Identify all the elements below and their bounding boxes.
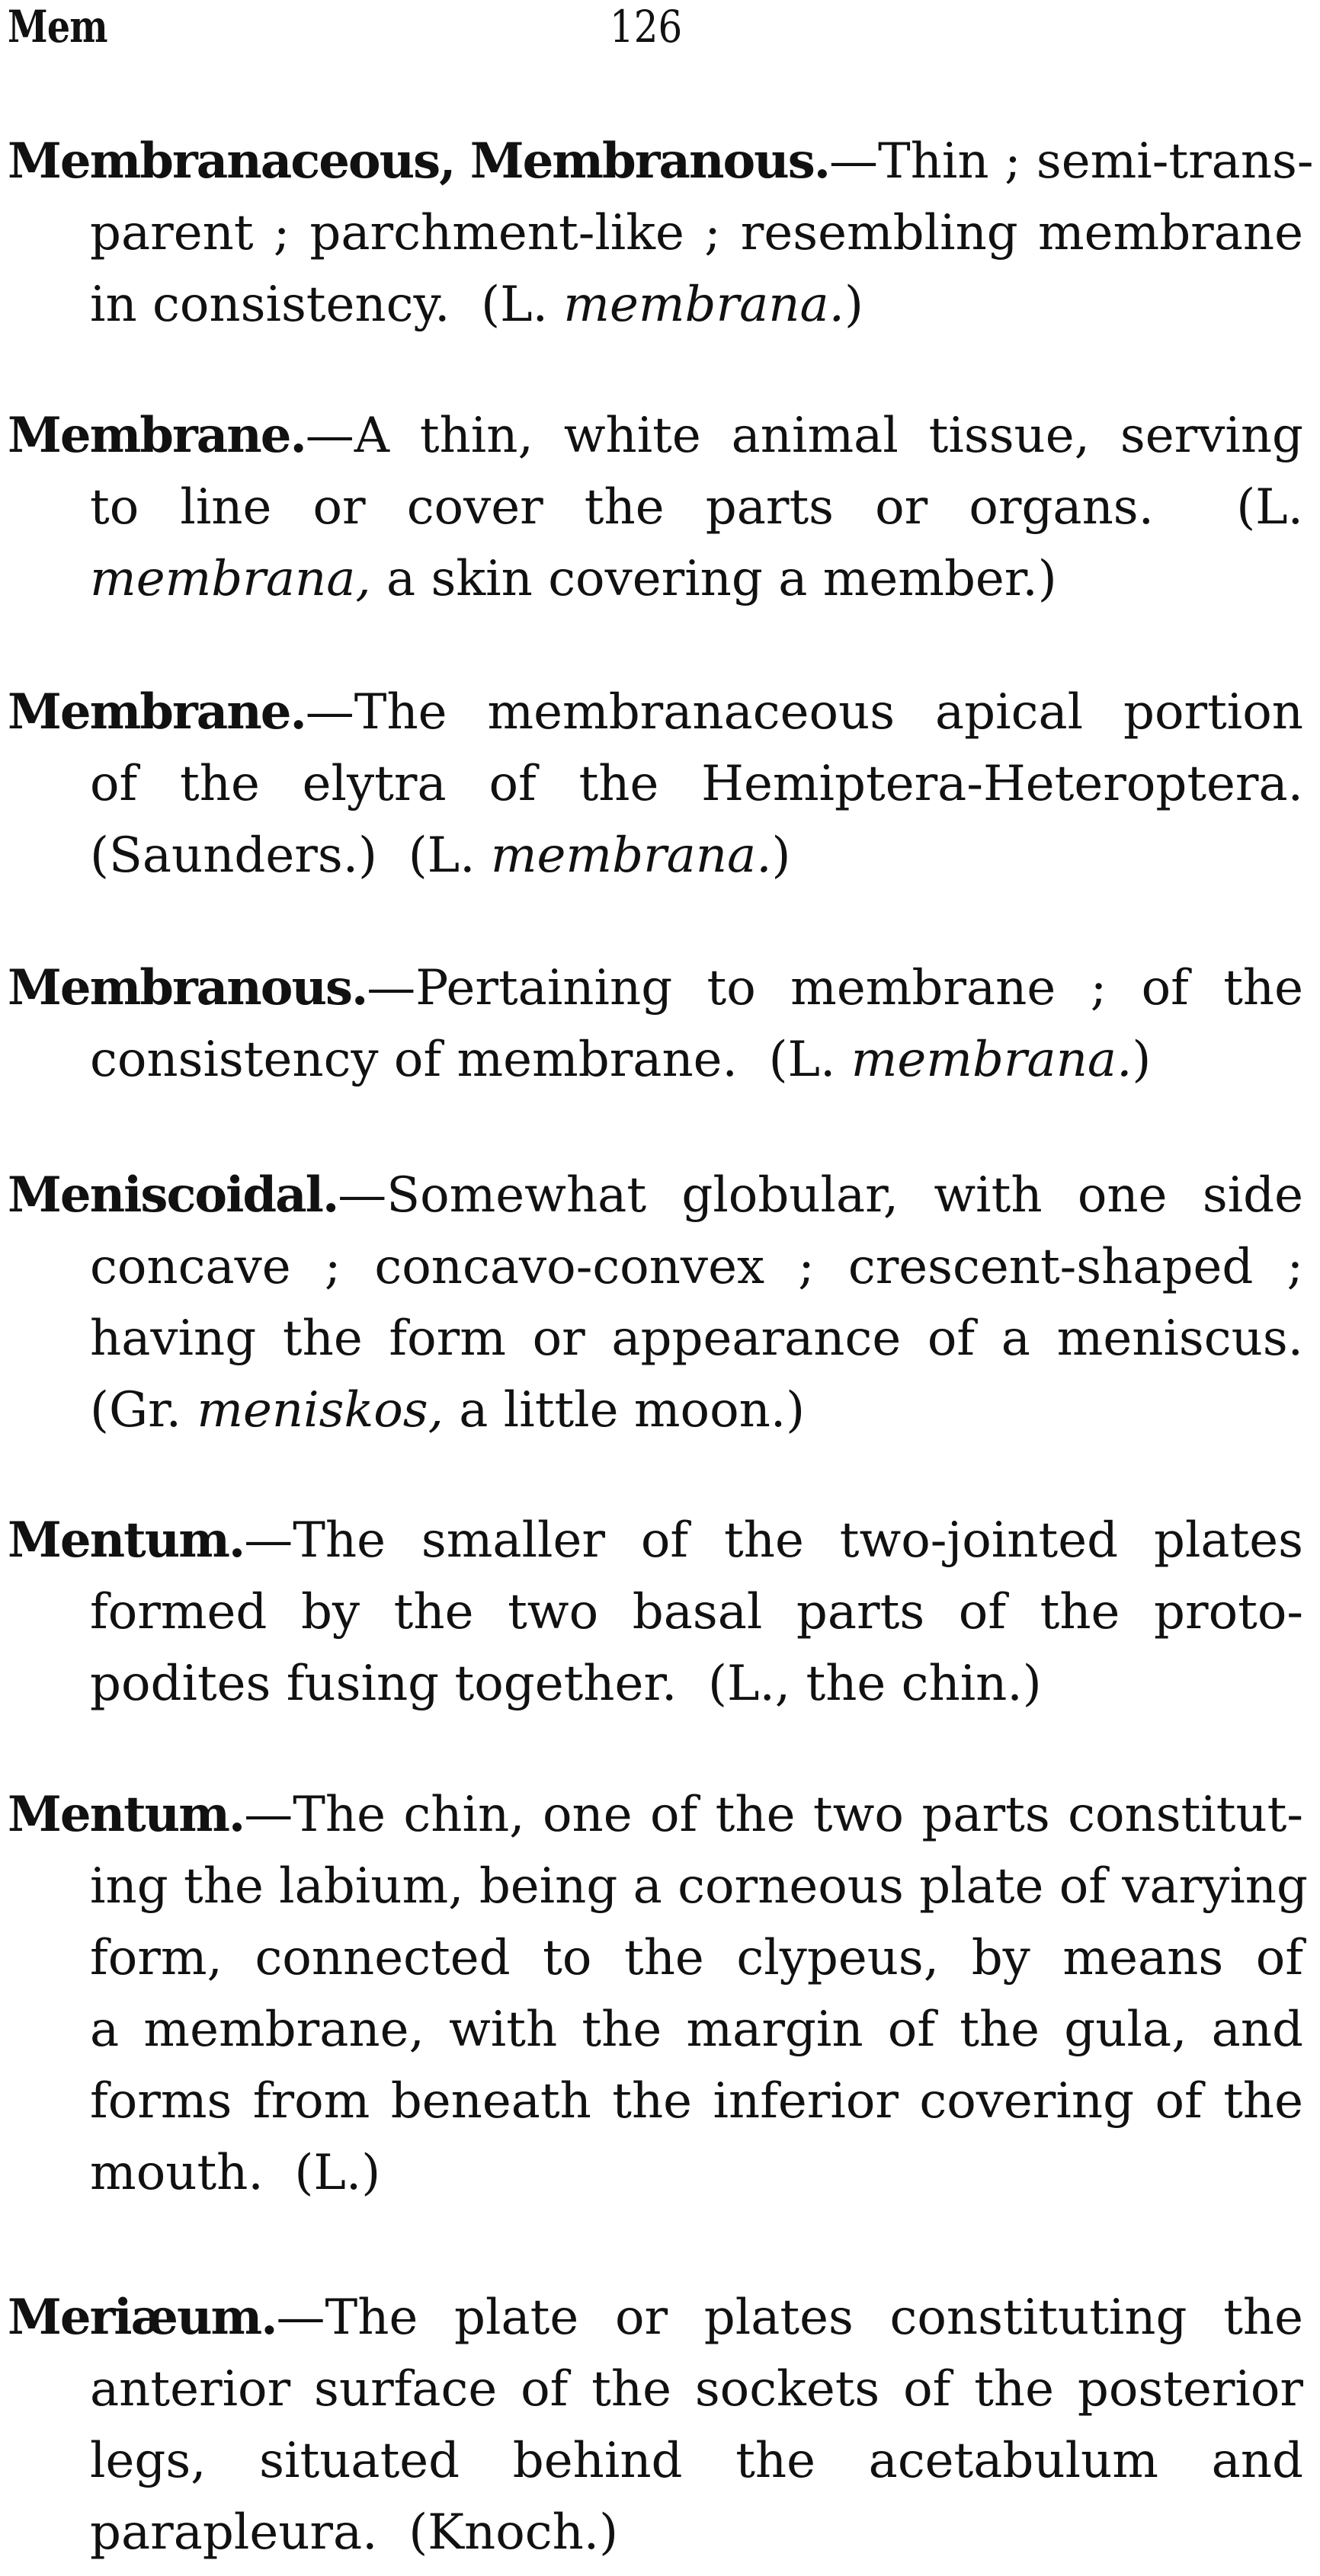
entry-line (8, 1922, 1303, 1994)
entry-line (8, 269, 1303, 341)
definition-text: having the form or appearance of a meniscus. (90, 1310, 1303, 1367)
entry-headword: Membranaceous, Membranous. (8, 133, 829, 190)
entry-headword: Mentum. (8, 1512, 245, 1569)
dictionary-entry (8, 1779, 1308, 2209)
latin-term: meniskos, (197, 1382, 444, 1438)
definition-text: —The smaller of the two-jointed plates (244, 1512, 1303, 1569)
running-head-word: Mem (8, 1, 107, 53)
entry-line (8, 748, 1303, 820)
definition-text: mouth. (L.) (90, 2145, 381, 2201)
page-number: 126 (610, 1, 683, 53)
latin-term: membrana. (490, 827, 772, 884)
entry-line (8, 2425, 1303, 2497)
definition-text: a little moon.) (443, 1382, 806, 1438)
entry-line (8, 2066, 1303, 2137)
entry-line (8, 1779, 1303, 1851)
entry-line (8, 400, 1303, 472)
definition-text: —Thin ; semi-trans- (829, 133, 1314, 190)
dictionary-entry (8, 1160, 1303, 1446)
definition-text: (Gr. (90, 1382, 197, 1438)
entry-line (8, 197, 1303, 269)
entry-line (8, 2497, 1303, 2568)
entry-headword: Meriæum. (8, 2289, 277, 2346)
entry-headword: Membrane. (8, 683, 306, 741)
definition-text: —A thin, white animal tissue, serving (305, 408, 1303, 464)
definition-text: ) (771, 827, 791, 884)
definition-text: —The plate or plates constituting the (276, 2290, 1303, 2346)
dictionary-entry (8, 126, 1314, 341)
dictionary-entry (8, 1505, 1303, 1720)
definition-text: podites fusing together. (L., the chin.) (90, 1656, 1042, 1712)
entry-line (8, 543, 1303, 615)
definition-text: ing the labium, being a corneous plate of varying (90, 1858, 1308, 1915)
entry-line (8, 2354, 1303, 2425)
definition-text: —The membranaceous apical portion (305, 684, 1303, 741)
definition-text: consistency of membrane. (L. (90, 1032, 851, 1088)
definition-text: —Somewhat globular, with one side (338, 1167, 1303, 1224)
entry-line (8, 1994, 1303, 2066)
entry-line (8, 126, 1314, 197)
latin-term: membrana, (90, 551, 371, 607)
entry-line (8, 952, 1303, 1024)
definition-text: (Saunders.) (L. (90, 827, 491, 884)
entry-line (8, 1231, 1303, 1303)
dictionary-entry (8, 677, 1303, 891)
definition-text: formed by the two basal parts of the proto- (90, 1584, 1303, 1640)
entry-headword: Meniscoidal. (8, 1166, 338, 1224)
definition-text: a membrane, with the margin of the gula, and (90, 2002, 1303, 2058)
definition-text: of the elytra of the Hemiptera-Heteroptera. (90, 756, 1303, 812)
latin-term: membrana. (851, 1032, 1133, 1088)
entry-line (8, 2137, 1303, 2209)
entry-line (8, 1576, 1303, 1648)
entry-line (8, 1648, 1303, 1720)
definition-text: legs, situated behind the acetabulum and (90, 2433, 1303, 2489)
definition-text: anterior surface of the sockets of the posterior (90, 2361, 1303, 2418)
entry-headword: Mentum. (8, 1786, 245, 1843)
definition-text: —Pertaining to membrane ; of the (367, 960, 1303, 1016)
definition-text: parapleura. (Knoch.) (90, 2504, 619, 2561)
entry-line (8, 1374, 1303, 1446)
definition-text: forms from beneath the inferior covering of the (90, 2073, 1303, 2130)
entry-headword: Membrane. (8, 407, 306, 464)
entry-line (8, 677, 1303, 748)
definition-text: to line or cover the parts or organs. (L. (90, 479, 1303, 536)
entry-line (8, 820, 1303, 891)
dictionary-entry (8, 952, 1303, 1096)
definition-text: parent ; parchment-like ; resembling membrane (90, 205, 1303, 261)
entry-headword: Membranous. (8, 959, 367, 1016)
definition-text: form, connected to the clypeus, by means of (90, 1930, 1303, 1986)
definition-text: a skin covering a member.) (370, 551, 1057, 607)
entry-line (8, 2282, 1303, 2354)
entry-line (8, 1851, 1308, 1922)
dictionary-entry (8, 2282, 1303, 2568)
definition-text: —The chin, one of the two parts constitut- (244, 1787, 1303, 1843)
entry-line (8, 1160, 1303, 1231)
entry-line (8, 1303, 1303, 1374)
entry-line (8, 1505, 1303, 1576)
definition-text: ) (844, 277, 863, 333)
latin-term: membrana. (563, 277, 844, 333)
definition-text: ) (1132, 1032, 1152, 1088)
running-head (0, 0, 1320, 61)
entry-line (8, 472, 1303, 543)
definition-text: in consistency. (L. (90, 277, 564, 333)
definition-text: concave ; concavo-convex ; crescent-shaped ; (90, 1239, 1303, 1295)
dictionary-entry (8, 400, 1303, 615)
entry-line (8, 1024, 1303, 1096)
